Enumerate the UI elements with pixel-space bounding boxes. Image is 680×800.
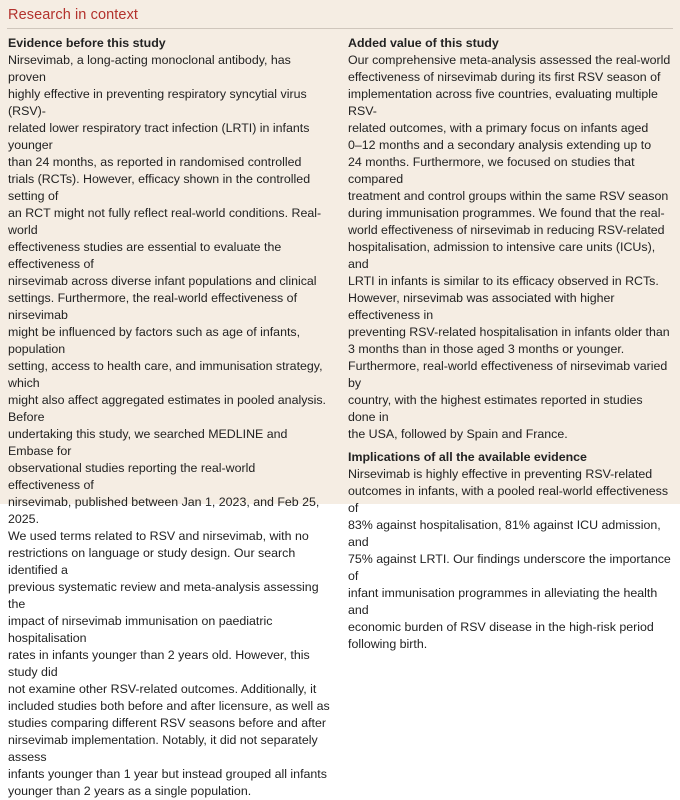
evidence-before-body: Nirsevimab, a long-acting monoclonal antibody, has proven highly effective in preventing respiratory syncytial virus (RSV)- related lower respiratory tract infection (LRTI) in infants younger than 24 months, as reported in randomised controlled trials (RCTs). However, efficacy shown in the controlled setting of an RCT might not fully reflect real-world conditions. Real-world effectiveness studies are essential to evaluate the effectiveness of nirsevimab across diverse infant populations and clinical settings. Furthermore, the real-world effectiveness of nirsevimab might be influenced by factors such as age of infants, population setting, access to health care, and immunisation strategy, which might also affect aggregated estimates in pooled analysis. Before undertaking this study, we searched MEDLINE and Embase for observational studies reporting the real-world effectiveness of nirsevimab, published between Jan 1, 2023, and Feb 25, 2025. We used terms related to RSV and nirsevimab, with no restrictions on language or study design. Our search identified a previous systematic review and meta-analysis assessing the impact of nirsevimab immunisation on paediatric hospitalisation rates in infants younger than 2 years old. However, this study did not examine other RSV-related outcomes. Additionally, it included studies both before and after licensure, as well as studies comparing different RSV seasons before and after nirsevimab implementation. Notably, it did not separately assess infants younger than 1 year but instead grouped all infants younger than 2 years as a single population. bbox=[8, 53, 330, 798]
title-divider bbox=[7, 28, 673, 29]
implications-body: Nirsevimab is highly effective in preventing RSV-related outcomes in infants, with a pooled real-world effectiveness of 83% against hospitalisation, 81% against ICU admission, and 75% against LRTI. Our findings underscore the importance of infant immunisation programmes in alleviating the health and economic burden of RSV disease in the high-risk period following birth. bbox=[348, 467, 671, 651]
left-column bbox=[8, 35, 330, 800]
implications-heading: Implications of all the available evidence bbox=[348, 450, 587, 464]
added-value-heading: Added value of this study bbox=[348, 36, 499, 50]
right-column bbox=[348, 35, 672, 653]
panel-title: Research in context bbox=[8, 7, 139, 23]
added-value-body: Our comprehensive meta-analysis assessed the real-world effectiveness of nirsevimab during its first RSV season of implementation across five countries, evaluating multiple RSV- related outcomes, with a primary focus on infants aged 0–12 months and a secondary analysis extending up to 24 months. Furthermore, we focused on studies that compared treatment and control groups within the same RSV season during immunisation programmes. We found that the real- world effectiveness of nirsevimab in reducing RSV-related hospitalisation, admission to intensive care units (ICUs), and LRTI in infants is similar to its efficacy observed in RCTs. However, nirsevimab was associated with higher effectiveness in preventing RSV-related hospitalisation in infants older than 3 months than in those aged 3 months or younger. Furthermore, real-world effectiveness of nirsevimab varied by country, with the highest estimates reported in studies done in the USA, followed by Spain and France. bbox=[348, 53, 671, 441]
evidence-before-heading: Evidence before this study bbox=[8, 36, 166, 50]
